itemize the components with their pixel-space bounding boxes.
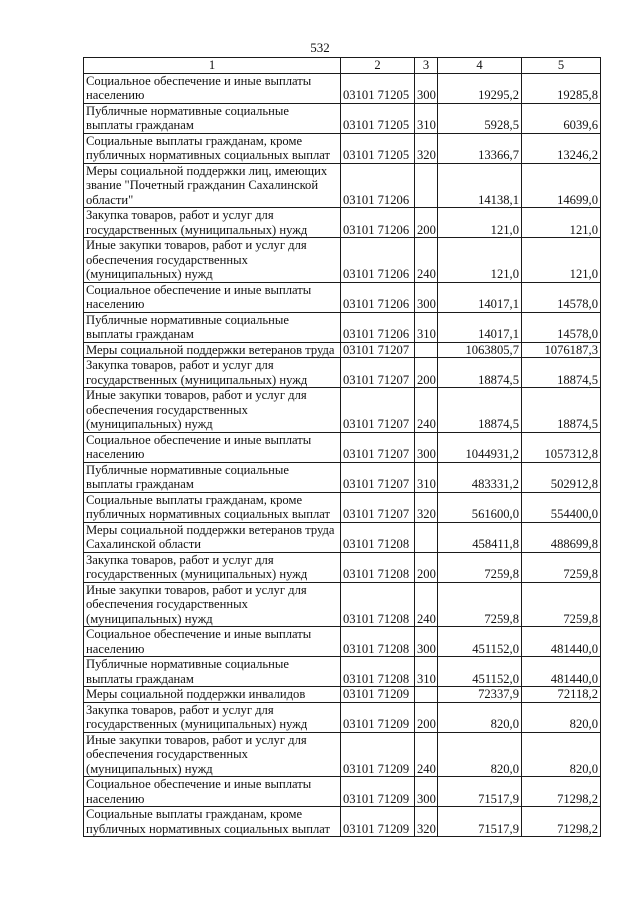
row-name-cell: Иные закупки товаров, работ и услуг для обеспечения государственных (муниципальных) нужд bbox=[84, 732, 341, 777]
row-code-cell: 03101 71207 bbox=[341, 388, 415, 433]
row-value-cell: 451152,0 bbox=[438, 657, 522, 687]
row-code-cell: 03101 71206 bbox=[341, 163, 415, 208]
row-name-cell: Иные закупки товаров, работ и услуг для обеспечения государственных (муниципальных) нужд bbox=[84, 238, 341, 283]
row-kind-cell: 300 bbox=[415, 627, 438, 657]
row-value-cell: 7259,8 bbox=[438, 552, 522, 582]
row-value-cell: 483331,2 bbox=[438, 462, 522, 492]
table-row bbox=[84, 282, 601, 312]
row-name-cell: Иные закупки товаров, работ и услуг для обеспечения государственных (муниципальных) нужд bbox=[84, 388, 341, 433]
table-row bbox=[84, 342, 601, 358]
row-value-cell: 71298,2 bbox=[522, 807, 601, 837]
row-kind-cell: 200 bbox=[415, 702, 438, 732]
row-code-cell: 03101 71208 bbox=[341, 552, 415, 582]
row-value-cell: 14578,0 bbox=[522, 282, 601, 312]
row-name-cell: Социальные выплаты гражданам, кроме публичных нормативных социальных выплат bbox=[84, 807, 341, 837]
row-value-cell: 561600,0 bbox=[438, 492, 522, 522]
table-row bbox=[84, 388, 601, 433]
row-kind-cell bbox=[415, 342, 438, 358]
row-value-cell: 7259,8 bbox=[522, 582, 601, 627]
row-value-cell: 121,0 bbox=[438, 238, 522, 283]
table-row bbox=[84, 208, 601, 238]
budget-table bbox=[83, 57, 601, 837]
row-code-cell: 03101 71205 bbox=[341, 103, 415, 133]
table-row bbox=[84, 238, 601, 283]
row-value-cell: 6039,6 bbox=[522, 103, 601, 133]
row-code-cell: 03101 71208 bbox=[341, 627, 415, 657]
row-value-cell: 14017,1 bbox=[438, 312, 522, 342]
row-code-cell: 03101 71208 bbox=[341, 582, 415, 627]
row-value-cell: 18874,5 bbox=[522, 358, 601, 388]
row-kind-cell bbox=[415, 687, 438, 703]
table-row bbox=[84, 522, 601, 552]
column-header: 3 bbox=[415, 58, 438, 74]
table-row bbox=[84, 702, 601, 732]
row-kind-cell: 300 bbox=[415, 432, 438, 462]
row-value-cell: 72118,2 bbox=[522, 687, 601, 703]
row-value-cell: 71517,9 bbox=[438, 777, 522, 807]
row-code-cell: 03101 71208 bbox=[341, 657, 415, 687]
row-name-cell: Социальные выплаты гражданам, кроме публичных нормативных социальных выплат bbox=[84, 492, 341, 522]
row-name-cell: Социальное обеспечение и иные выплаты населению bbox=[84, 627, 341, 657]
row-value-cell: 554400,0 bbox=[522, 492, 601, 522]
row-kind-cell: 310 bbox=[415, 312, 438, 342]
table-row bbox=[84, 133, 601, 163]
row-kind-cell: 320 bbox=[415, 492, 438, 522]
row-value-cell: 451152,0 bbox=[438, 627, 522, 657]
row-kind-cell bbox=[415, 522, 438, 552]
row-code-cell: 03101 71206 bbox=[341, 312, 415, 342]
row-code-cell: 03101 71208 bbox=[341, 522, 415, 552]
row-code-cell: 03101 71206 bbox=[341, 238, 415, 283]
row-value-cell: 7259,8 bbox=[522, 552, 601, 582]
row-kind-cell bbox=[415, 163, 438, 208]
row-code-cell: 03101 71209 bbox=[341, 807, 415, 837]
row-value-cell: 5928,5 bbox=[438, 103, 522, 133]
row-name-cell: Публичные нормативные социальные выплаты гражданам bbox=[84, 657, 341, 687]
row-value-cell: 14578,0 bbox=[522, 312, 601, 342]
row-kind-cell: 240 bbox=[415, 582, 438, 627]
row-kind-cell: 320 bbox=[415, 133, 438, 163]
table-row bbox=[84, 687, 601, 703]
row-name-cell: Меры социальной поддержки ветеранов труда Сахалинской области bbox=[84, 522, 341, 552]
row-kind-cell: 300 bbox=[415, 282, 438, 312]
row-name-cell: Социальное обеспечение и иные выплаты населению bbox=[84, 282, 341, 312]
column-header: 5 bbox=[522, 58, 601, 74]
row-value-cell: 19285,8 bbox=[522, 73, 601, 103]
table-row bbox=[84, 777, 601, 807]
row-kind-cell: 240 bbox=[415, 388, 438, 433]
row-value-cell: 14017,1 bbox=[438, 282, 522, 312]
row-value-cell: 18874,5 bbox=[438, 388, 522, 433]
row-value-cell: 488699,8 bbox=[522, 522, 601, 552]
page-number: 532 bbox=[310, 40, 330, 55]
table-row bbox=[84, 732, 601, 777]
row-name-cell: Меры социальной поддержки ветеранов труда bbox=[84, 342, 341, 358]
row-value-cell: 13246,2 bbox=[522, 133, 601, 163]
table-body bbox=[84, 73, 601, 837]
row-value-cell: 13366,7 bbox=[438, 133, 522, 163]
table-row bbox=[84, 103, 601, 133]
table-row bbox=[84, 552, 601, 582]
row-value-cell: 481440,0 bbox=[522, 627, 601, 657]
table-row bbox=[84, 163, 601, 208]
table-row bbox=[84, 492, 601, 522]
row-code-cell: 03101 71205 bbox=[341, 73, 415, 103]
row-kind-cell: 300 bbox=[415, 73, 438, 103]
row-name-cell: Публичные нормативные социальные выплаты гражданам bbox=[84, 103, 341, 133]
row-value-cell: 71517,9 bbox=[438, 807, 522, 837]
row-kind-cell: 300 bbox=[415, 777, 438, 807]
column-header: 4 bbox=[438, 58, 522, 74]
row-code-cell: 03101 71207 bbox=[341, 432, 415, 462]
table-row bbox=[84, 432, 601, 462]
row-name-cell: Закупка товаров, работ и услуг для государственных (муниципальных) нужд bbox=[84, 552, 341, 582]
row-kind-cell: 310 bbox=[415, 462, 438, 492]
table-row bbox=[84, 807, 601, 837]
table-row bbox=[84, 73, 601, 103]
table-row bbox=[84, 582, 601, 627]
row-code-cell: 03101 71209 bbox=[341, 732, 415, 777]
row-name-cell: Социальные выплаты гражданам, кроме публичных нормативных социальных выплат bbox=[84, 133, 341, 163]
row-value-cell: 121,0 bbox=[438, 208, 522, 238]
row-code-cell: 03101 71207 bbox=[341, 492, 415, 522]
column-header: 2 bbox=[341, 58, 415, 74]
row-kind-cell: 200 bbox=[415, 358, 438, 388]
row-value-cell: 19295,2 bbox=[438, 73, 522, 103]
row-value-cell: 820,0 bbox=[438, 732, 522, 777]
row-name-cell: Закупка товаров, работ и услуг для государственных (муниципальных) нужд bbox=[84, 702, 341, 732]
row-value-cell: 1076187,3 bbox=[522, 342, 601, 358]
row-kind-cell: 240 bbox=[415, 732, 438, 777]
row-value-cell: 1057312,8 bbox=[522, 432, 601, 462]
table-row bbox=[84, 627, 601, 657]
row-value-cell: 18874,5 bbox=[438, 358, 522, 388]
row-name-cell: Меры социальной поддержки инвалидов bbox=[84, 687, 341, 703]
row-value-cell: 502912,8 bbox=[522, 462, 601, 492]
row-kind-cell: 310 bbox=[415, 103, 438, 133]
row-value-cell: 121,0 bbox=[522, 238, 601, 283]
row-kind-cell: 240 bbox=[415, 238, 438, 283]
row-code-cell: 03101 71209 bbox=[341, 702, 415, 732]
row-name-cell: Закупка товаров, работ и услуг для государственных (муниципальных) нужд bbox=[84, 208, 341, 238]
header-row bbox=[84, 58, 601, 74]
column-header: 1 bbox=[84, 58, 341, 74]
row-code-cell: 03101 71207 bbox=[341, 358, 415, 388]
row-kind-cell: 320 bbox=[415, 807, 438, 837]
row-code-cell: 03101 71207 bbox=[341, 462, 415, 492]
row-value-cell: 820,0 bbox=[522, 702, 601, 732]
row-name-cell: Закупка товаров, работ и услуг для государственных (муниципальных) нужд bbox=[84, 358, 341, 388]
table-row bbox=[84, 657, 601, 687]
row-value-cell: 14699,0 bbox=[522, 163, 601, 208]
table-row bbox=[84, 358, 601, 388]
row-code-cell: 03101 71207 bbox=[341, 342, 415, 358]
row-value-cell: 7259,8 bbox=[438, 582, 522, 627]
row-value-cell: 481440,0 bbox=[522, 657, 601, 687]
row-name-cell: Иные закупки товаров, работ и услуг для обеспечения государственных (муниципальных) нужд bbox=[84, 582, 341, 627]
row-value-cell: 72337,9 bbox=[438, 687, 522, 703]
row-kind-cell: 310 bbox=[415, 657, 438, 687]
row-value-cell: 820,0 bbox=[522, 732, 601, 777]
row-name-cell: Социальное обеспечение и иные выплаты населению bbox=[84, 73, 341, 103]
row-value-cell: 1063805,7 bbox=[438, 342, 522, 358]
row-code-cell: 03101 71205 bbox=[341, 133, 415, 163]
row-value-cell: 14138,1 bbox=[438, 163, 522, 208]
row-value-cell: 121,0 bbox=[522, 208, 601, 238]
row-value-cell: 71298,2 bbox=[522, 777, 601, 807]
row-name-cell: Меры социальной поддержки лиц, имеющих звание "Почетный гражданин Сахалинской области" bbox=[84, 163, 341, 208]
row-value-cell: 1044931,2 bbox=[438, 432, 522, 462]
row-name-cell: Публичные нормативные социальные выплаты гражданам bbox=[84, 312, 341, 342]
row-kind-cell: 200 bbox=[415, 208, 438, 238]
table-row bbox=[84, 462, 601, 492]
row-value-cell: 820,0 bbox=[438, 702, 522, 732]
row-code-cell: 03101 71206 bbox=[341, 282, 415, 312]
row-name-cell: Социальное обеспечение и иные выплаты населению bbox=[84, 777, 341, 807]
row-code-cell: 03101 71206 bbox=[341, 208, 415, 238]
row-name-cell: Публичные нормативные социальные выплаты гражданам bbox=[84, 462, 341, 492]
row-code-cell: 03101 71209 bbox=[341, 687, 415, 703]
table-row bbox=[84, 312, 601, 342]
row-kind-cell: 200 bbox=[415, 552, 438, 582]
row-value-cell: 458411,8 bbox=[438, 522, 522, 552]
row-code-cell: 03101 71209 bbox=[341, 777, 415, 807]
row-name-cell: Социальное обеспечение и иные выплаты населению bbox=[84, 432, 341, 462]
row-value-cell: 18874,5 bbox=[522, 388, 601, 433]
